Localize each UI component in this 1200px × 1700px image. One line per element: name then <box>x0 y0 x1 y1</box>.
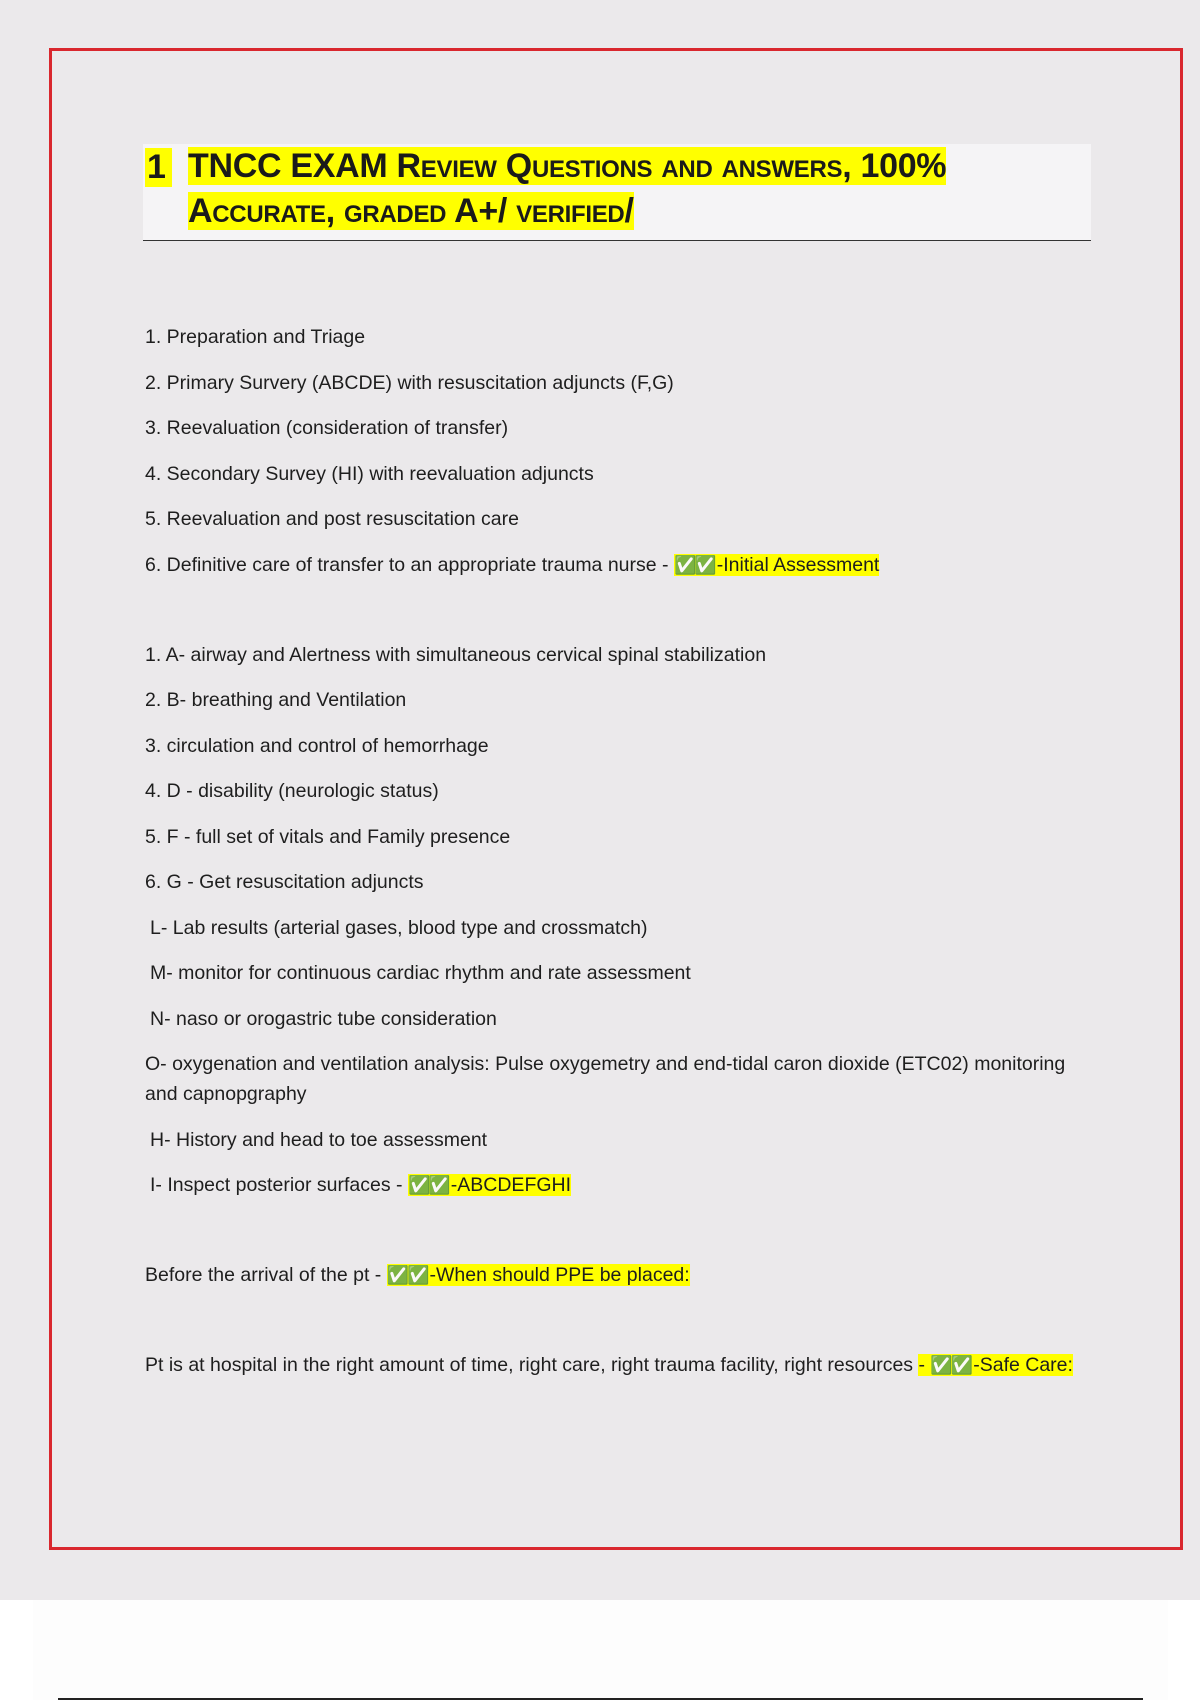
list-item-with-answer <box>145 1170 1085 1200</box>
list-item: 4. Secondary Survey (HI) with reevaluation adjuncts <box>145 462 594 485</box>
question-text: 6. Definitive care of transfer to an appropriate trauma nurse - <box>145 553 674 576</box>
list-item: M- monitor for continuous cardiac rhythm and rate assessment <box>150 962 691 984</box>
question-with-answer <box>145 1260 1085 1290</box>
answer-text: -Safe Care: <box>973 1354 1073 1376</box>
heading-line-2: Accurate, graded A+/ verified/ <box>188 192 634 230</box>
answer-highlight <box>387 1264 690 1286</box>
list-item: 4. D - disability (neurologic status) <box>145 780 439 802</box>
answer-highlight <box>674 554 879 576</box>
question-text: Before the arrival of the pt - <box>145 1264 387 1286</box>
next-page-sheet <box>33 1600 1168 1700</box>
list-item: 6. G - Get resuscitation adjuncts <box>145 871 424 893</box>
document-body <box>145 322 1085 1396</box>
list-item: O- oxygenation and ventilation analysis: Pulse oxygemetry and end-tidal caron dioxide (ETC02) monitoring and capnopgraphy <box>145 1053 1066 1105</box>
double-check-icon: ✅✅ <box>407 1175 449 1195</box>
list-item: 1. Preparation and Triage <box>145 326 366 348</box>
answer-highlight <box>408 1174 571 1196</box>
list-item: 2. B- breathing and Ventilation <box>145 689 407 711</box>
page-heading <box>143 144 1091 241</box>
list-item: 5. Reevaluation and post resuscitation care <box>145 508 519 530</box>
list-item: 3. Reevaluation (consideration of transfer) <box>145 417 509 439</box>
next-page <box>0 1600 1200 1700</box>
answer-text: -When should PPE be placed: <box>429 1264 690 1286</box>
double-check-icon: ✅✅ <box>673 554 715 575</box>
list-item: 1. A- airway and Alertness with simultaneous cervical spinal stabilization <box>145 643 767 666</box>
question-text: I- Inspect posterior surfaces - <box>150 1174 408 1196</box>
double-check-icon: ✅✅ <box>930 1355 972 1375</box>
list-item: H- History and head to toe assessment <box>150 1128 488 1151</box>
heading-title <box>188 144 1048 234</box>
answer-highlight <box>918 1354 1072 1376</box>
section-abcdefghi <box>145 640 1085 1201</box>
section-safe-care <box>145 1350 1085 1380</box>
section-initial-assessment <box>145 322 1085 580</box>
list-item: 2. Primary Survery (ABCDE) with resuscitation adjuncts (F,G) <box>145 371 674 394</box>
answer-text: -Initial Assessment <box>716 553 880 576</box>
question-with-answer <box>145 1350 1085 1380</box>
question-text: Pt is at hospital in the right amount of time, right care, right trauma facility, right resources <box>145 1354 919 1376</box>
list-item: L- Lab results (arterial gases, blood type and crossmatch) <box>150 916 648 939</box>
section-ppe <box>145 1260 1085 1290</box>
answer-text: -ABCDEFGHI <box>450 1174 572 1196</box>
list-item-with-answer <box>145 550 1085 580</box>
double-check-icon: ✅✅ <box>386 1265 428 1285</box>
list-item: 5. F - full set of vitals and Family presence <box>145 825 511 848</box>
heading-line-1: TNCC EXAM Review Questions and answers, 100% <box>188 147 947 185</box>
answer-prefix: - <box>918 1354 931 1376</box>
heading-number: 1 <box>145 148 172 187</box>
list-item: N- naso or orogastric tube consideration <box>150 1007 497 1030</box>
list-item: 3. circulation and control of hemorrhage <box>145 734 489 757</box>
